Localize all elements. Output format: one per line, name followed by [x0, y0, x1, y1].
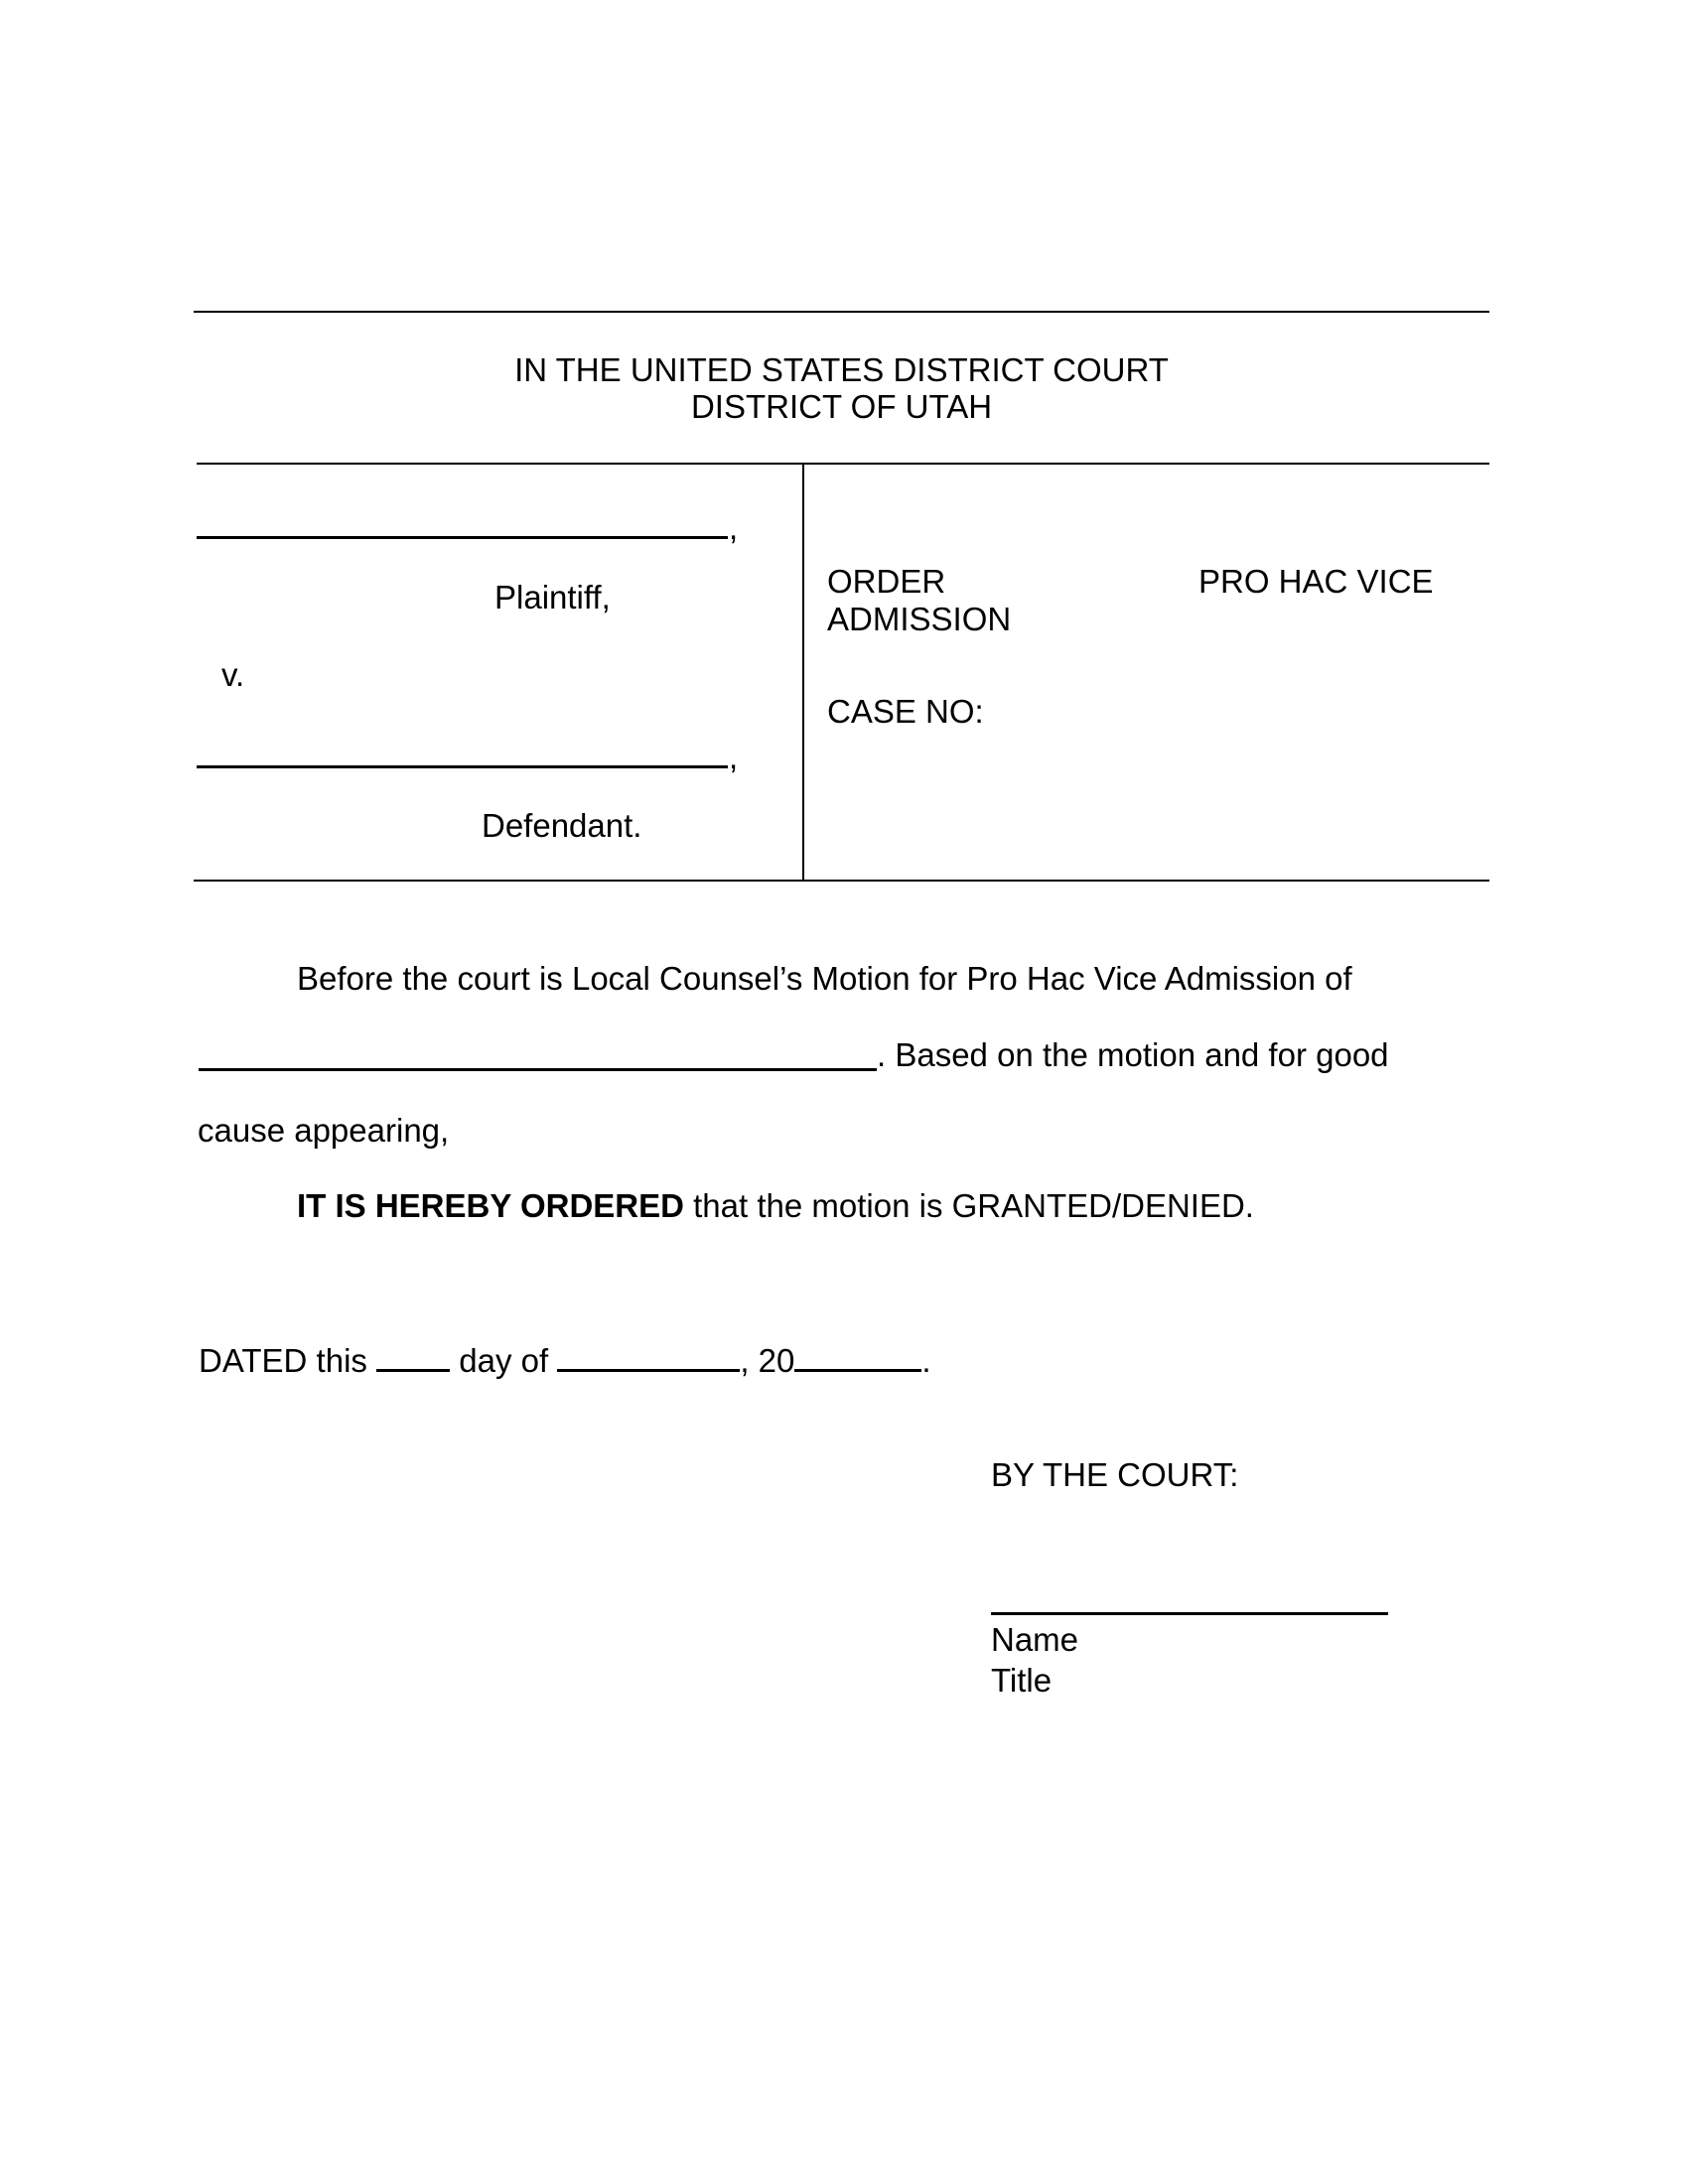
- dated-day-of: day of: [450, 1342, 558, 1379]
- signature-title: Title: [991, 1662, 1053, 1699]
- plaintiff-name-blank: [197, 536, 728, 539]
- body-line-1: Before the court is Local Counsel’s Motion for Pro Hac Vice Admission of: [297, 960, 1352, 997]
- court-name: IN THE UNITED STATES DISTRICT COURT: [514, 351, 1169, 388]
- year-blank: [794, 1339, 921, 1372]
- caption-top-rule: [197, 463, 1489, 465]
- day-blank: [376, 1339, 450, 1372]
- body-line-3: cause appearing,: [198, 1112, 450, 1149]
- dated-line: [199, 1339, 931, 1380]
- body-line-2: . Based on the motion and for good: [877, 1036, 1389, 1073]
- dated-prefix: DATED this: [199, 1342, 377, 1379]
- dated-year-prefix: , 20: [740, 1342, 795, 1379]
- by-the-court-label: BY THE COURT:: [991, 1456, 1239, 1493]
- caption-bottom-rule: [194, 880, 1489, 882]
- caption-divider: [802, 463, 804, 881]
- court-district: DISTRICT OF UTAH: [690, 388, 993, 425]
- order-title-right: PRO HAC VICE: [1198, 563, 1434, 600]
- plaintiff-label: Plaintiff,: [494, 579, 611, 615]
- attorney-name-blank: [199, 1068, 877, 1071]
- ordered-bold: IT IS HEREBY ORDERED: [297, 1187, 684, 1224]
- order-title-line2: ADMISSION: [827, 601, 1012, 637]
- case-no-label: CASE NO:: [827, 693, 984, 730]
- dated-suffix: .: [921, 1342, 931, 1379]
- month-blank: [557, 1339, 740, 1372]
- order-sentence: [297, 1187, 1254, 1225]
- defendant-comma: ,: [729, 739, 739, 775]
- defendant-label: Defendant.: [482, 807, 642, 844]
- signature-line: [991, 1612, 1388, 1615]
- defendant-name-blank: [197, 765, 728, 768]
- ordered-rest: that the motion is GRANTED/DENIED.: [683, 1187, 1254, 1224]
- signature-name: Name: [991, 1621, 1079, 1658]
- versus-label: v.: [221, 656, 245, 693]
- top-rule: [194, 311, 1489, 313]
- order-title-left: ORDER: [827, 563, 946, 600]
- plaintiff-comma: ,: [729, 509, 739, 546]
